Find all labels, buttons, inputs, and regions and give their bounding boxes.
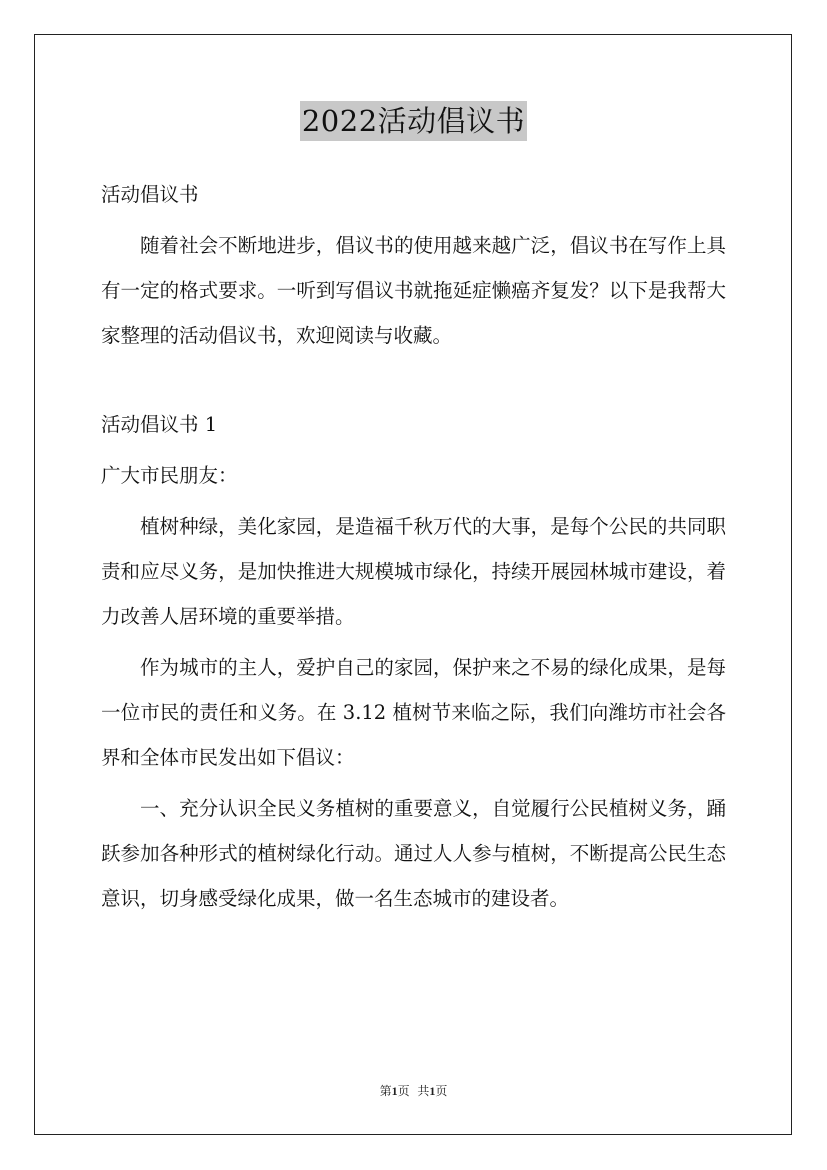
title-container xyxy=(0,101,827,141)
footer-prefix: 第 xyxy=(379,1084,392,1098)
intro-paragraph: 随着社会不断地进步，倡议书的使用越来越广泛，倡议书在写作上具有一定的格式要求。一听到写倡议书就拖延症懒癌齐复发？以下是我帮大家整理的活动倡议书，欢迎阅读与收藏。 xyxy=(101,234,726,347)
salutation: 广大市民朋友： xyxy=(101,464,238,487)
footer-page-number: 1 xyxy=(391,1084,398,1098)
body-paragraph-3: 一、充分认识全民义务植树的重要意义，自觉履行公民植树义务，踊跃参加各种形式的植树绿化行动。通过人人参与植树，不断提高公民生态意识，切身感受绿化成果，做一名生态城市的建设者。 xyxy=(101,797,726,910)
document-body xyxy=(101,172,726,921)
section-title: 活动倡议书 1 xyxy=(101,413,218,436)
document-title: 2022活动倡议书 xyxy=(300,101,527,141)
footer-page-unit: 页 xyxy=(397,1084,410,1098)
body-paragraph-1: 植树种绿，美化家园，是造福千秋万代的大事，是每个公民的共同职责和应尽义务，是加快推进大规模城市绿化，持续开展园林城市建设，着力改善人居环境的重要举措。 xyxy=(101,515,726,628)
page-footer xyxy=(0,1083,827,1099)
footer-total-unit: 页 xyxy=(435,1084,448,1098)
footer-total-prefix: 共 xyxy=(417,1084,430,1098)
footer-total-pages: 1 xyxy=(429,1084,436,1098)
body-paragraph-2: 作为城市的主人，爱护自己的家园，保护来之不易的绿化成果，是每一位市民的责任和义务。在 3.12 植树节来临之际，我们向潍坊市社会各界和全体市民发出如下倡议： xyxy=(101,656,726,769)
document-heading: 活动倡议书 xyxy=(101,183,199,206)
